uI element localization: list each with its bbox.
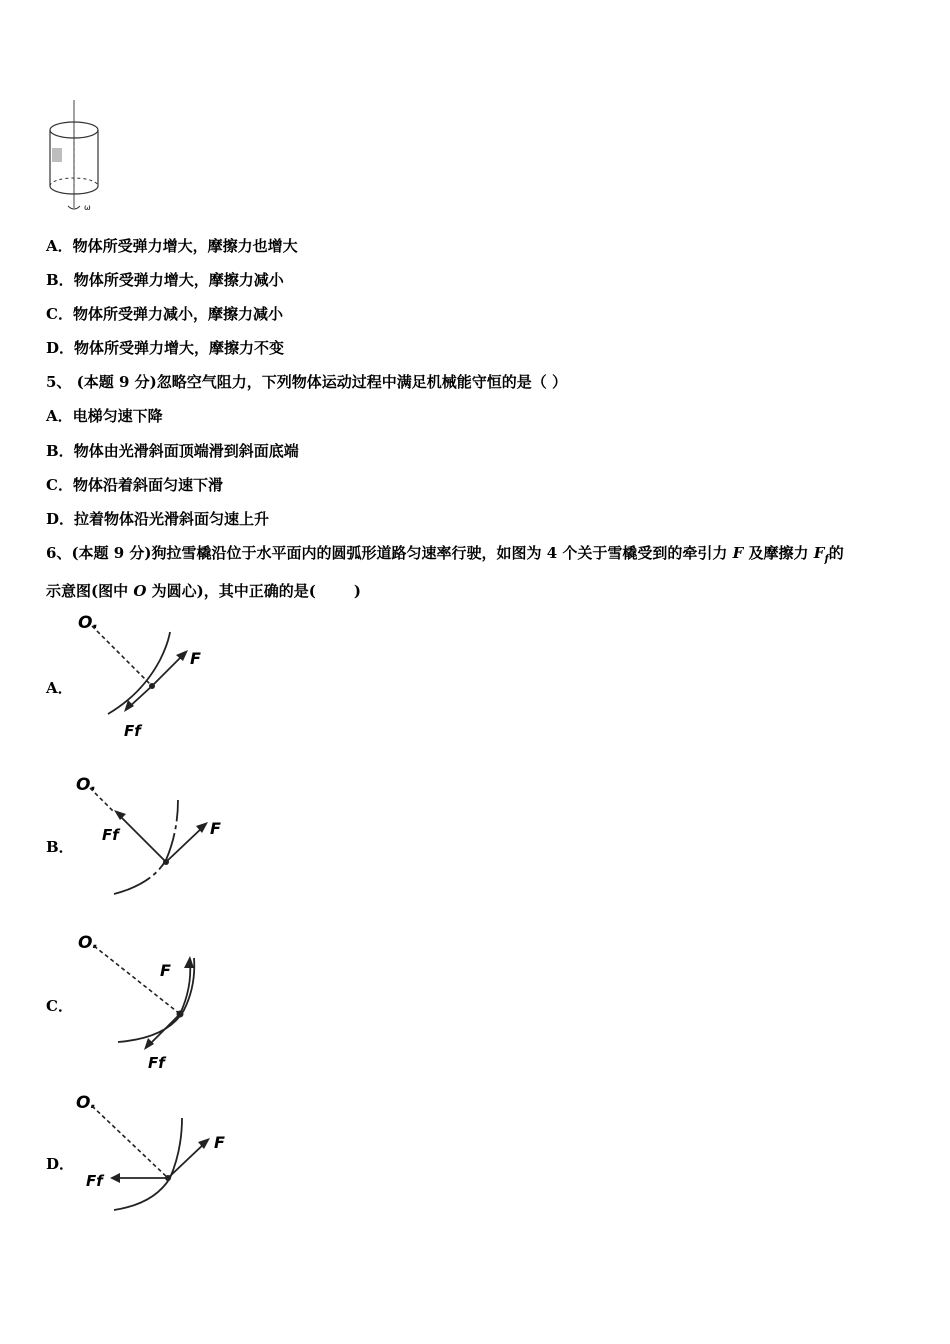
force-ff-label: Ff (124, 722, 141, 740)
force-f-label: F (210, 819, 221, 838)
object-block (52, 148, 62, 162)
q4-option-b[interactable]: B．物体所受弹力增大，摩擦力减小 (46, 271, 284, 289)
center-o-label: O. (76, 775, 97, 795)
force-f-label: F (214, 1133, 225, 1152)
force-ff-label: Ff (86, 1172, 103, 1190)
q4-option-c[interactable]: C．物体所受弹力减小，摩擦力减小 (46, 305, 283, 323)
center-o-label: O. (78, 613, 99, 633)
q5-option-c[interactable]: C．物体沿着斜面匀速下滑 (46, 476, 223, 494)
q6-option-b-label[interactable]: B． (46, 838, 74, 856)
q6-option-d-label[interactable]: D． (46, 1155, 75, 1173)
q5-option-a[interactable]: A．电梯匀速下降 (46, 407, 163, 425)
force-f-label: F (160, 961, 171, 980)
q4-option-a[interactable]: A．物体所受弹力增大，摩擦力也增大 (46, 237, 298, 255)
center-o-label: O. (78, 933, 99, 953)
force-ff-label: Ff (148, 1054, 165, 1072)
q5-stem: 5、 (本题 9 分)忽略空气阻力，下列物体运动过程中满足机械能守恒的是（ ） (46, 373, 567, 391)
omega-label: ω (84, 203, 91, 212)
center-o-label: O. (76, 1093, 97, 1113)
q6-option-c-label[interactable]: C． (46, 997, 73, 1015)
q6-diagram-b[interactable] (72, 768, 232, 900)
force-f-label: F (190, 649, 201, 668)
rotating-cylinder-figure (40, 98, 120, 220)
q6-diagram-c[interactable] (72, 928, 222, 1074)
q6-stem-line2: 示意图(图中 O 为圆心)，其中正确的是( ) (46, 582, 361, 600)
q5-option-d[interactable]: D．拉着物体沿光滑斜面匀速上升 (46, 510, 270, 528)
force-ff-label: Ff (102, 826, 119, 844)
q4-option-d[interactable]: D．物体所受弹力增大，摩擦力不变 (46, 339, 285, 357)
q6-stem-line1: 6、(本题 9 分)狗拉雪橇沿位于水平面内的圆弧形道路匀速率行驶，如图为 4 个关于雪橇受到的牵引力 F 及摩擦力 $F_f$的 (46, 544, 844, 565)
q6-diagram-a[interactable] (72, 610, 222, 745)
q6-diagram-d[interactable] (72, 1086, 242, 1216)
q6-option-a-label[interactable]: A． (46, 679, 73, 697)
q5-option-b[interactable]: B．物体由光滑斜面顶端滑到斜面底端 (46, 442, 299, 460)
